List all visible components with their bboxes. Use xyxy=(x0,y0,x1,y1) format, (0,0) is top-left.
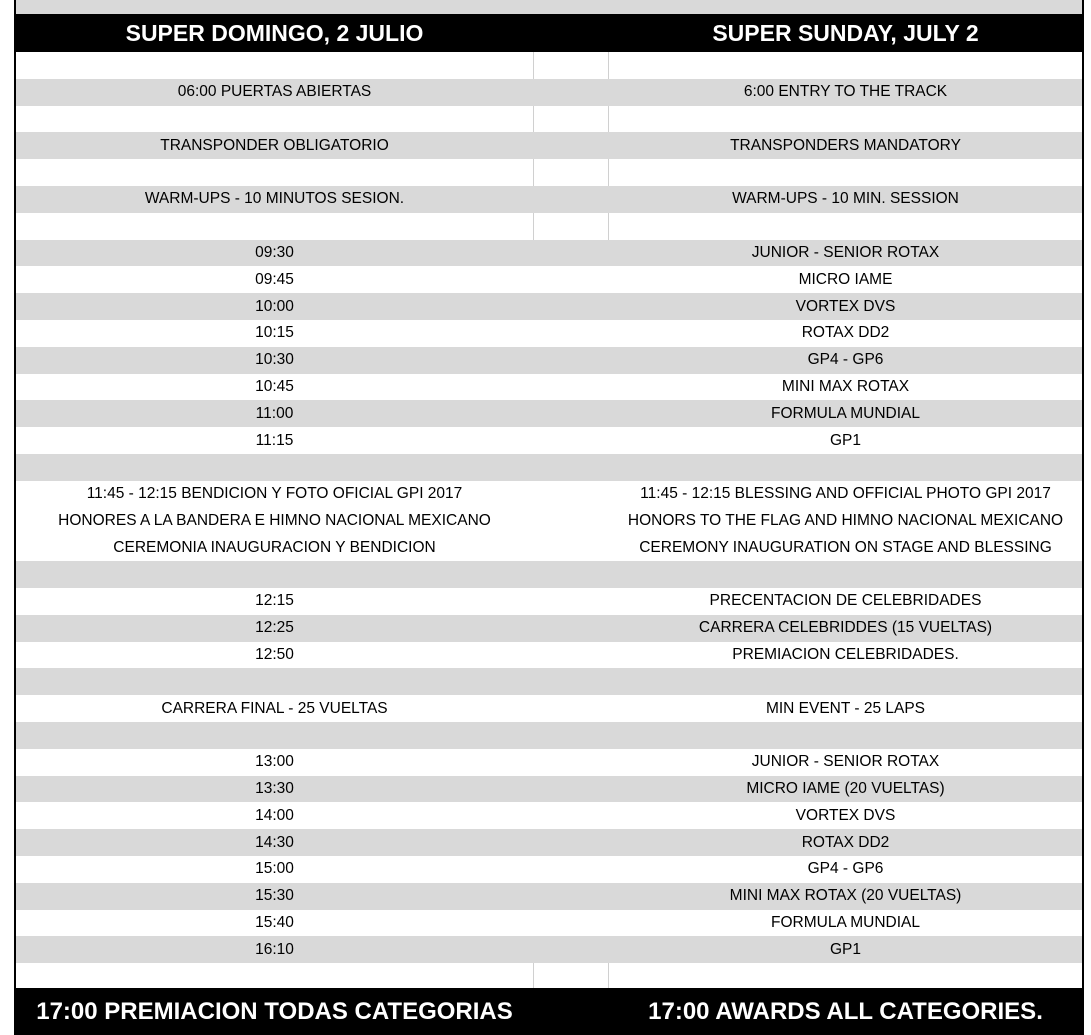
spanish-cell: 06:00 PUERTAS ABIERTAS xyxy=(177,83,372,101)
gap-cell xyxy=(533,240,609,267)
schedule-row xyxy=(16,802,1082,829)
english-cell: VORTEX DVS xyxy=(795,806,896,824)
english-cell: JUNIOR - SENIOR ROTAX xyxy=(751,243,940,261)
gap-cell xyxy=(533,963,609,990)
english-cell xyxy=(609,454,1082,481)
schedule-row xyxy=(16,374,1082,401)
english-cell: MINI MAX ROTAX (20 VUELTAS) xyxy=(729,887,962,905)
schedule-row xyxy=(16,266,1082,293)
spacer-row xyxy=(16,159,1082,186)
schedule-row xyxy=(16,642,1082,669)
spacer-row xyxy=(16,454,1082,481)
english-cell xyxy=(609,963,1082,990)
english-cell: MINI MAX ROTAX xyxy=(781,377,910,395)
spanish-cell xyxy=(16,106,533,133)
spanish-cell: CEREMONIA INAUGURACION Y BENDICION xyxy=(113,538,436,556)
spanish-cell: 14:30 xyxy=(255,833,294,851)
english-cell: 6:00 ENTRY TO THE TRACK xyxy=(743,83,948,101)
spanish-cell: 12:50 xyxy=(255,645,294,663)
gap-cell xyxy=(533,320,609,347)
schedule-row xyxy=(16,320,1082,347)
gap-cell xyxy=(533,52,609,79)
schedule-row xyxy=(16,776,1082,803)
gap-cell xyxy=(533,481,609,508)
spanish-cell xyxy=(16,454,533,481)
english-cell: CARRERA CELEBRIDDES (15 VUELTAS) xyxy=(698,619,993,637)
schedule-row xyxy=(16,132,1082,159)
spanish-cell xyxy=(16,668,533,695)
schedule-row xyxy=(16,695,1082,722)
english-cell: FORMULA MUNDIAL xyxy=(771,404,920,422)
gap-cell xyxy=(533,829,609,856)
english-cell: GP4 - GP6 xyxy=(807,351,884,369)
spanish-cell: 15:00 xyxy=(255,860,294,878)
schedule-row xyxy=(16,856,1082,883)
gap-cell xyxy=(533,668,609,695)
english-cell: VORTEX DVS xyxy=(795,297,896,315)
english-cell: TRANSPONDERS MANDATORY xyxy=(730,136,961,154)
spanish-cell: CARRERA FINAL - 25 VUELTAS xyxy=(161,699,388,717)
spacer-row xyxy=(16,106,1082,133)
spacer-row xyxy=(16,963,1082,990)
gap-cell xyxy=(533,588,609,615)
english-cell: MIN EVENT - 25 LAPS xyxy=(765,699,926,717)
english-cell xyxy=(609,106,1082,133)
schedule-row xyxy=(16,347,1082,374)
spanish-cell: 13:30 xyxy=(255,779,294,797)
schedule-row xyxy=(16,79,1082,106)
spanish-cell: 15:30 xyxy=(255,887,294,905)
gap-cell xyxy=(533,561,609,588)
top-strip xyxy=(16,0,1082,14)
english-cell: PREMIACION CELEBRIDADES. xyxy=(732,645,959,663)
schedule-row xyxy=(16,829,1082,856)
header-left-title: SUPER DOMINGO, 2 JULIO xyxy=(125,19,424,46)
gap-cell xyxy=(533,293,609,320)
schedule-row xyxy=(16,293,1082,320)
gap-cell xyxy=(533,910,609,937)
spanish-cell xyxy=(16,722,533,749)
spacer-row xyxy=(16,213,1082,240)
schedule-row xyxy=(16,481,1082,508)
gap-cell xyxy=(533,802,609,829)
spacer-row xyxy=(16,52,1082,79)
spanish-cell: 16:10 xyxy=(255,940,294,958)
english-cell: ROTAX DD2 xyxy=(801,833,890,851)
gap-cell xyxy=(533,642,609,669)
english-cell xyxy=(609,561,1082,588)
spanish-cell: 12:25 xyxy=(255,619,294,637)
schedule-rows xyxy=(16,52,1082,990)
footer-right-text: 17:00 AWARDS ALL CATEGORIES. xyxy=(648,997,1043,1025)
spacer-row xyxy=(16,722,1082,749)
spanish-cell: 09:45 xyxy=(255,270,294,288)
schedule-row xyxy=(16,534,1082,561)
spanish-cell: 09:30 xyxy=(255,243,294,261)
schedule-row xyxy=(16,883,1082,910)
spanish-cell: WARM-UPS - 10 MINUTOS SESION. xyxy=(144,190,405,208)
english-cell: PRECENTACION DE CELEBRIDADES xyxy=(709,592,982,610)
gap-cell xyxy=(533,936,609,963)
english-cell xyxy=(609,52,1082,79)
spanish-cell xyxy=(16,213,533,240)
spanish-cell xyxy=(16,561,533,588)
english-cell: HONORS TO THE FLAG AND HIMNO NACIONAL MEXICANO xyxy=(627,511,1064,529)
english-cell xyxy=(609,668,1082,695)
gap-cell xyxy=(533,186,609,213)
footer-bar xyxy=(16,988,1082,1035)
gap-cell xyxy=(533,883,609,910)
spanish-cell xyxy=(16,159,533,186)
gap-cell xyxy=(533,266,609,293)
header-bar xyxy=(16,14,1082,52)
gap-cell xyxy=(533,374,609,401)
spanish-cell: 12:15 xyxy=(255,592,294,610)
gap-cell xyxy=(533,106,609,133)
gap-cell xyxy=(533,534,609,561)
gap-cell xyxy=(533,856,609,883)
schedule-sheet xyxy=(14,0,1084,1035)
spanish-cell xyxy=(16,963,533,990)
gap-cell xyxy=(533,722,609,749)
english-cell xyxy=(609,213,1082,240)
spanish-cell: 11:00 xyxy=(255,404,294,422)
schedule-row xyxy=(16,615,1082,642)
schedule-row xyxy=(16,508,1082,535)
gap-cell xyxy=(533,132,609,159)
gap-cell xyxy=(533,213,609,240)
english-cell: CEREMONY INAUGURATION ON STAGE AND BLESSING xyxy=(639,538,1052,556)
gap-cell xyxy=(533,508,609,535)
schedule-row xyxy=(16,936,1082,963)
english-cell: WARM-UPS - 10 MIN. SESSION xyxy=(732,190,959,208)
schedule-row xyxy=(16,186,1082,213)
gap-cell xyxy=(533,776,609,803)
gap-cell xyxy=(533,695,609,722)
header-right-title: SUPER SUNDAY, JULY 2 xyxy=(712,19,979,46)
spanish-cell: 15:40 xyxy=(255,913,294,931)
english-cell: MICRO IAME xyxy=(798,270,893,288)
spacer-row xyxy=(16,668,1082,695)
spanish-cell: 10:00 xyxy=(255,297,294,315)
english-cell: 11:45 - 12:15 BLESSING AND OFFICIAL PHOTO GPI 2017 xyxy=(640,485,1051,503)
gap-cell xyxy=(533,400,609,427)
english-cell: FORMULA MUNDIAL xyxy=(771,913,920,931)
spanish-cell: 10:15 xyxy=(255,324,294,342)
gap-cell xyxy=(533,454,609,481)
spanish-cell: 10:45 xyxy=(255,377,294,395)
gap-cell xyxy=(533,427,609,454)
schedule-row xyxy=(16,240,1082,267)
schedule-row xyxy=(16,400,1082,427)
spanish-cell: 14:00 xyxy=(255,806,294,824)
schedule-row xyxy=(16,910,1082,937)
spanish-cell: 10:30 xyxy=(255,351,294,369)
english-cell: MICRO IAME (20 VUELTAS) xyxy=(746,779,945,797)
gap-cell xyxy=(533,79,609,106)
spanish-cell: 11:45 - 12:15 BENDICION Y FOTO OFICIAL GPI 2017 xyxy=(86,485,463,503)
gap-cell xyxy=(533,749,609,776)
english-cell: JUNIOR - SENIOR ROTAX xyxy=(751,753,940,771)
english-cell: ROTAX DD2 xyxy=(801,324,890,342)
gap-cell xyxy=(533,159,609,186)
english-cell xyxy=(609,159,1082,186)
schedule-row xyxy=(16,749,1082,776)
english-cell: GP1 xyxy=(829,940,861,958)
gap-cell xyxy=(533,347,609,374)
english-cell xyxy=(609,722,1082,749)
gap-cell xyxy=(533,615,609,642)
schedule-row xyxy=(16,588,1082,615)
spanish-cell: TRANSPONDER OBLIGATORIO xyxy=(160,136,389,154)
footer-left-text: 17:00 PREMIACION TODAS CATEGORIAS xyxy=(36,997,513,1025)
spanish-cell: 13:00 xyxy=(255,753,294,771)
spanish-cell: 11:15 xyxy=(255,431,294,449)
spanish-cell: HONORES A LA BANDERA E HIMNO NACIONAL MEXICANO xyxy=(58,511,491,529)
spacer-row xyxy=(16,561,1082,588)
spanish-cell xyxy=(16,52,533,79)
english-cell: GP1 xyxy=(829,431,861,449)
schedule-row xyxy=(16,427,1082,454)
english-cell: GP4 - GP6 xyxy=(807,860,884,878)
